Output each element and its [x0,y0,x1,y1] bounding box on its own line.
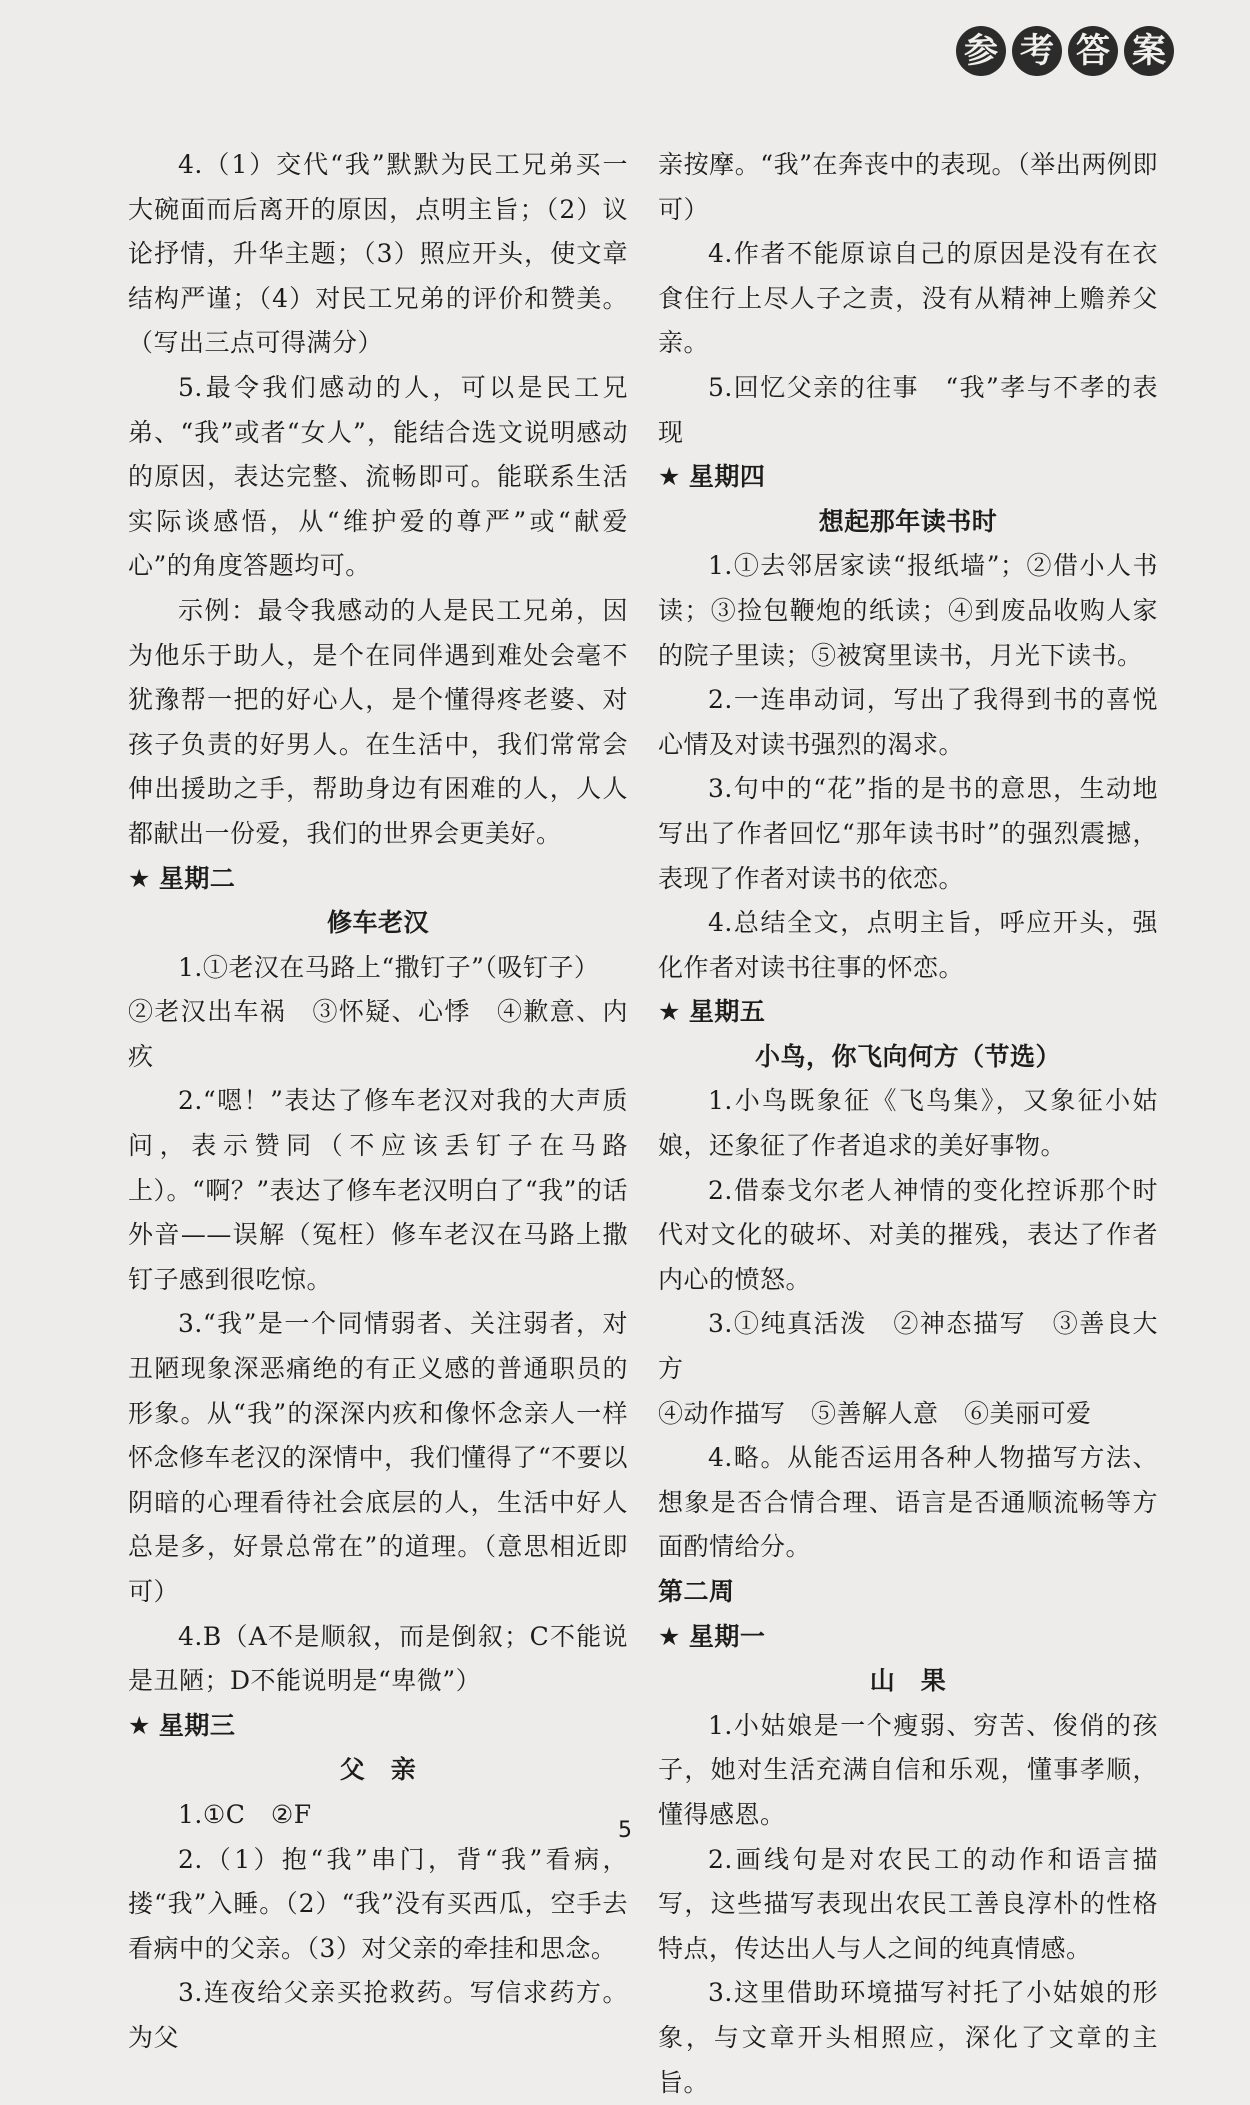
answer-paragraph: 2.画线句是对农民工的动作和语言描写，这些描写表现出农民工善良淳朴的性格特点，传达出人与人之间的纯真情感。 [658,1844,1158,1963]
answer-paragraph: 4.B（A不是顺叙，而是倒叙；C不能说是丑陋；D不能说明是“卑微”） [128,1621,628,1696]
answer-paragraph: 4.作者不能原谅自己的原因是没有在衣食住行上尽人子之责，没有从精神上赡养父亲。 [658,239,1158,358]
badge-char: 答 [1068,26,1118,76]
left-column [128,143,628,2061]
badge-char: 考 [1012,26,1062,76]
answer-paragraph: 4.略。从能否运用各种人物描写方法、想象是否合情合理、语言是否通顺流畅等方面酌情给分。 [658,1443,1158,1562]
badge-char: 案 [1124,26,1174,76]
answer-paragraph: 2.一连串动词，写出了我得到书的喜悦心情及对读书强烈的渴求。 [658,685,1158,759]
answer-paragraph: 5.回忆父亲的往事 “我”孝与不孝的表现 [658,372,1158,447]
day-heading [658,1615,1158,1660]
badge-char: 参 [956,26,1006,76]
answer-paragraph: 3.连夜给父亲买抢救药。写信求药方。为父 [128,1978,628,2052]
right-column [658,143,1158,2105]
answer-paragraph: 3.“我”是一个同情弱者、关注弱者，对丑陋现象深恶痛绝的有正义感的普通职员的形象。从“我”的深深内疚和像怀念亲人一样怀念修车老汉的深情中，我们懂得了“不要以阴暗的心理看待社会底层的人，生活中好人总是多，好景总常在”的道理。（意思相近即可） [128,1309,628,1606]
answer-paragraph: 4.（1）交代“我”默默为民工兄弟买一大碗面而后离开的原因，点明主旨；（2）议论抒情，升华主题；（3）照应开头，使文章结构严谨；（4）对民工兄弟的评价和赞美。（写出三点可得满分） [128,150,628,358]
article-title: 想起那年读书时 [818,506,998,536]
answer-paragraph: 3.①纯真活泼 ②神态描写 ③善良大方 [658,1309,1158,1384]
answer-paragraph: 5.最令我们感动的人，可以是民工兄弟、“我”或者“女人”，能结合选文说明感动的原因，表达完整、流畅即可。能联系生活实际谈感悟，从“维护爱的尊严”或“献爱心”的角度答题均可。 [128,372,628,581]
star-icon: ★ [658,1621,681,1651]
answer-paragraph: 1.①老汉在马路上“撒钉子”（吸钉子） [178,952,600,982]
answer-paragraph: ④动作描写 ⑤善解人意 ⑥美丽可爱 [658,1398,1092,1428]
answer-paragraph: ②老汉出车祸 ③怀疑、心悸 ④歉意、内疚 [128,997,628,1071]
answer-paragraph: 4.总结全文，点明主旨，呼应开头，强化作者对读书往事的怀恋。 [658,908,1158,982]
article-title: 山 果 [869,1666,947,1696]
answer-paragraph: 2.借泰戈尔老人神情的变化控诉那个时代对文化的破坏、对美的摧残，表达了作者内心的愤怒。 [658,1175,1158,1294]
day-heading [658,990,1158,1035]
article-title: 小鸟，你飞向何方（节选） [754,1041,1061,1071]
answer-paragraph: 1.小姑娘是一个瘦弱、穷苦、俊俏的孩子，她对生活充满自信和乐观，懂事孝顺，懂得感恩。 [658,1710,1158,1829]
answer-paragraph: 2.“嗯！”表达了修车老汉对我的大声质问，表示赞同（不应该丢钉子在马路上）。“啊？”表达了修车老汉明白了“我”的话外音——误解（冤枉）修车老汉在马路上撒钉子感到很吃惊。 [128,1086,628,1294]
article-title: 父 亲 [339,1755,417,1785]
day-heading [658,455,1158,500]
answer-paragraph: 1.小鸟既象征《飞鸟集》，又象征小姑娘，还象征了作者追求的美好事物。 [658,1086,1158,1161]
answer-paragraph: 2.（1）抱“我”串门，背“我”看病，搂“我”入睡。（2）“我”没有买西瓜，空手去看病中的父亲。（3）对父亲的牵挂和思念。 [128,1844,628,1963]
page-number: 5 [618,1818,632,1843]
answer-paragraph: 亲按摩。“我”在奔丧中的表现。（举出两例即可） [658,150,1158,224]
star-icon: ★ [128,863,151,893]
star-icon: ★ [658,462,681,492]
day-heading [128,857,628,902]
star-icon: ★ [658,997,681,1027]
answer-paragraph: 1.①去邻居家读“报纸墙”；②借小人书读；③捡包鞭炮的纸读；④到废品收购人家的院子里读；⑤被窝里读书，月光下读书。 [658,551,1158,670]
answer-paragraph: 3.句中的“花”指的是书的意思，生动地写出了作者回忆“那年读书时”的强烈震撼，表现了作者对读书的依恋。 [658,774,1158,893]
header-badge [956,26,1174,76]
answer-paragraph: 3.这里借助环境描写衬托了小姑娘的形象，与文章开头相照应，深化了文章的主旨。 [658,1978,1158,2097]
day-heading [128,1704,628,1749]
day-label: 星期五 [688,997,766,1027]
day-label: 星期三 [158,1710,236,1740]
answer-paragraph: 示例：最令我感动的人是民工兄弟，因为他乐于助人，是个在同伴遇到难处会毫不犹豫帮一把的好心人，是个懂得疼老婆、对孩子负责的好男人。在生活中，我们常常会伸出援助之手，帮助身边有困难的人，人人都献出一份爱，我们的世界会更美好。 [128,595,628,848]
week-heading: 第二周 [658,1577,735,1606]
article-title: 修车老汉 [326,908,429,938]
star-icon: ★ [128,1710,151,1740]
answer-paragraph: 1.①C ②F [178,1799,312,1829]
day-label: 星期四 [688,462,766,492]
day-label: 星期一 [688,1621,766,1651]
day-label: 星期二 [158,863,236,893]
